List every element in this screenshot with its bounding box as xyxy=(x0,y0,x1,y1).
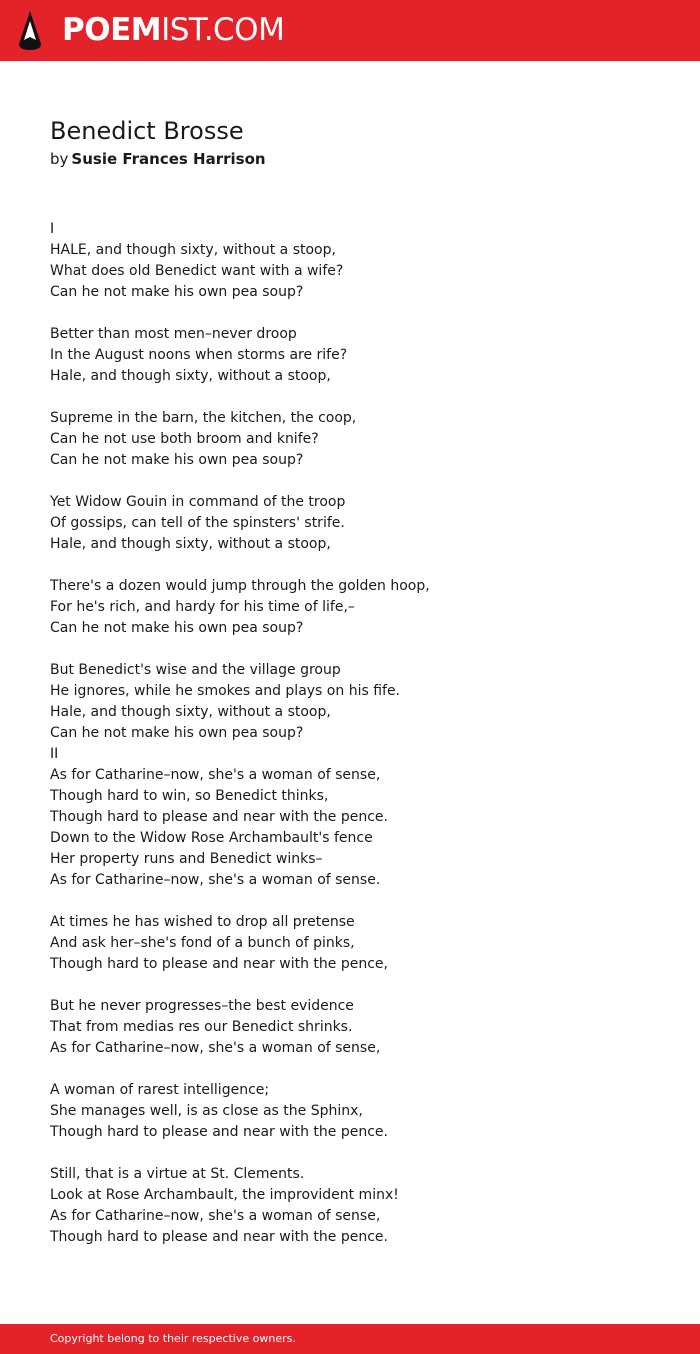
stanza-break xyxy=(50,639,650,660)
poem-line: I xyxy=(50,221,55,237)
stanza-break xyxy=(50,303,650,324)
poem-line: HALE, and though sixty, without a stoop, xyxy=(50,242,336,258)
poem-line: He ignores, while he smokes and plays on his fife. xyxy=(50,683,401,699)
poem-line: In the August noons when storms are rife? xyxy=(50,347,348,363)
poem-line: Still, that is a virtue at St. Clements. xyxy=(50,1166,305,1182)
poem-line: Can he not make his own pea soup? xyxy=(50,725,304,741)
poem-body xyxy=(50,219,650,1248)
poem-line: Though hard to please and near with the pence. xyxy=(50,1229,388,1245)
poem-line: Can he not make his own pea soup? xyxy=(50,452,304,468)
pen-nib-icon[interactable] xyxy=(17,10,43,51)
poem-line: Look at Rose Archambault, the improvident minx! xyxy=(50,1187,399,1203)
logo-light-text: IST.COM xyxy=(161,12,285,48)
poem-line: Can he not make his own pea soup? xyxy=(50,284,304,300)
poem-line: She manages well, is as close as the Sphinx, xyxy=(50,1103,363,1119)
poem-line: Though hard to please and near with the pence. xyxy=(50,1124,388,1140)
poem-line: As for Catharine–now, she's a woman of sense. xyxy=(50,872,381,888)
stanza-break xyxy=(50,471,650,492)
copyright-text: Copyright belong to their respective owners. xyxy=(50,1332,296,1345)
stanza-break xyxy=(50,975,650,996)
stanza-break xyxy=(50,891,650,912)
poem-line: There's a dozen would jump through the golden hoop, xyxy=(50,578,430,594)
by-label: by xyxy=(50,150,69,168)
poem-line: What does old Benedict want with a wife? xyxy=(50,263,344,279)
poem-line: As for Catharine–now, she's a woman of sense, xyxy=(50,1040,381,1056)
poem-line: Can he not use both broom and knife? xyxy=(50,431,319,447)
poem-line: Supreme in the barn, the kitchen, the coop, xyxy=(50,410,357,426)
poem-line: II xyxy=(50,746,59,762)
poem-line: Yet Widow Gouin in command of the troop xyxy=(50,494,346,510)
poem-title: Benedict Brosse xyxy=(50,117,244,145)
stanza-break xyxy=(50,387,650,408)
poem-line: Hale, and though sixty, without a stoop, xyxy=(50,368,331,384)
poem-author: Susie Frances Harrison xyxy=(71,150,266,168)
poem-line: A woman of rarest intelligence; xyxy=(50,1082,270,1098)
poem-line: Better than most men–never droop xyxy=(50,326,297,342)
poem-line: Though hard to win, so Benedict thinks, xyxy=(50,788,329,804)
poem-line: Can he not make his own pea soup? xyxy=(50,620,304,636)
poem-line: As for Catharine–now, she's a woman of sense, xyxy=(50,1208,381,1224)
poem-byline xyxy=(50,149,266,169)
poem-line: Hale, and though sixty, without a stoop, xyxy=(50,536,331,552)
stanza-break xyxy=(50,555,650,576)
poem-line: Down to the Widow Rose Archambault's fence xyxy=(50,830,373,846)
site-header xyxy=(0,0,700,61)
poem-line: And ask her–she's fond of a bunch of pinks, xyxy=(50,935,355,951)
poem-line: Though hard to please and near with the pence, xyxy=(50,956,388,972)
poem-line: But Benedict's wise and the village group xyxy=(50,662,341,678)
poem-line: But he never progresses–the best evidence xyxy=(50,998,354,1014)
poem-line: That from medias res our Benedict shrinks. xyxy=(50,1019,353,1035)
poem-line: Her property runs and Benedict winks– xyxy=(50,851,323,867)
poem-line: Though hard to please and near with the pence. xyxy=(50,809,388,825)
logo-bold-text: POEM xyxy=(62,12,162,48)
stanza-break xyxy=(50,1059,650,1080)
poem-line: Hale, and though sixty, without a stoop, xyxy=(50,704,331,720)
stanza-break xyxy=(50,1143,650,1164)
poem-line: At times he has wished to drop all pretense xyxy=(50,914,355,930)
site-footer xyxy=(0,1324,700,1354)
poem-line: As for Catharine–now, she's a woman of sense, xyxy=(50,767,381,783)
poem-line: Of gossips, can tell of the spinsters' strife. xyxy=(50,515,345,531)
poem-line: For he's rich, and hardy for his time of life,– xyxy=(50,599,355,615)
site-logo[interactable] xyxy=(62,12,284,48)
